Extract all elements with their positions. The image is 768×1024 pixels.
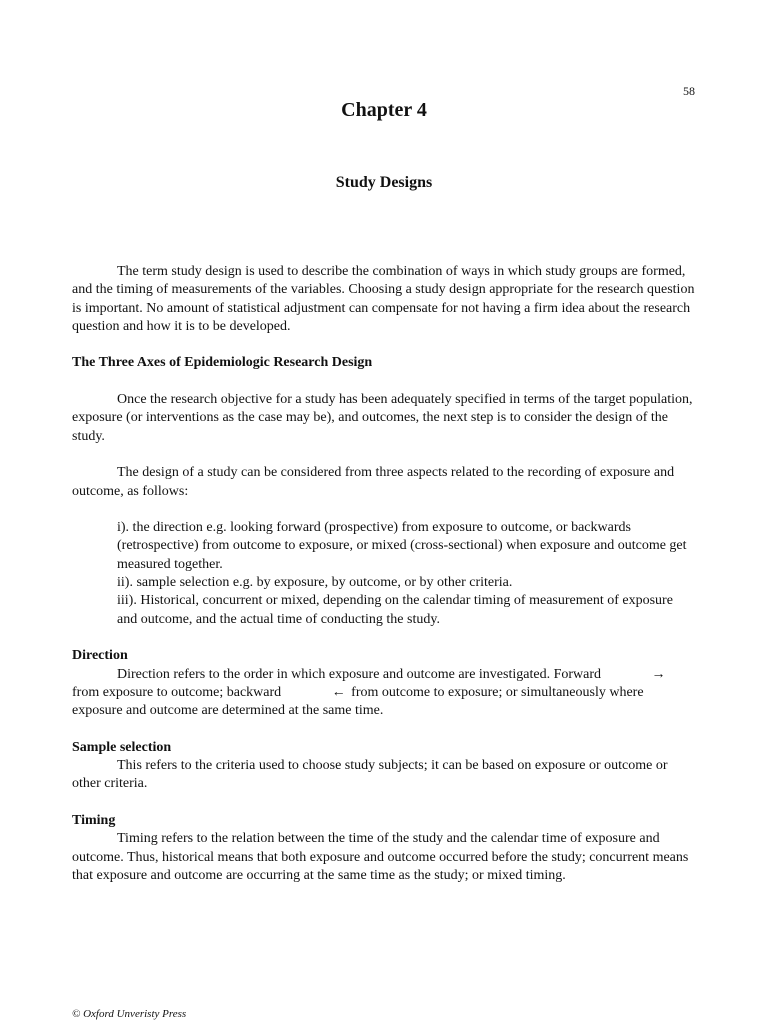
list-item-sample-selection: ii). sample selection e.g. by exposure, by outcome, or by other criteria. [117,575,513,591]
timing-paragraph: Timing refers to the relation between the time of the study and the calendar time of exposure and outcome. Thus, historical means that both exposure and outcome occurred before the study; concurrent means that exposure and outcome are occurring at the same time as the study; or mixed timing. [72,831,689,883]
aspects-list [72,519,696,629]
axes-paragraph-1: Once the research objective for a study has been adequately specified in terms of the target population, exposure (or interventions as the case may be), and outcomes, the next step is to consider the design of the study. [72,392,693,444]
direction-text-1: Direction refers to the order in which exposure and outcome are investigated. Forward [117,666,601,682]
sample-selection-paragraph: This refers to the criteria used to choose study subjects; it can be based on exposure or outcome or other criteria. [72,758,668,792]
intro-paragraph: The term study design is used to describe the combination of ways in which study groups are formed, and the timing of measurements of the variables. Choosing a study design appropriate for the research question is important. No amount of statistical adjustment can compensate for not having a firm idea about the research question and how it is to be developed. [72,264,695,334]
list-item-direction: i). the direction e.g. looking forward (prospective) from exposure to outcome, or backwards (retrospective) from outcome to exposure, or mixed (cross-sectional) when exposure and outcome get measured together. [117,520,687,572]
arrow-left-icon: ← [331,684,346,700]
direction-paragraph [72,666,696,721]
timing-heading: Timing [72,812,116,828]
sample-selection-heading: Sample selection [72,739,172,755]
axes-paragraph-2: The design of a study can be considered from three aspects related to the recording of exposure and outcome, as follows: [72,465,675,499]
chapter-title: Chapter 4 [341,99,427,121]
page-number: 58 [683,84,695,98]
direction-text-3: from outcome to exposure; or simultaneously where exposure and outcome are determined at the same time. [72,684,644,719]
section-title: Study Designs [335,174,433,191]
direction-heading: Direction [72,648,128,664]
axes-heading: The Three Axes of Epidemiologic Research Design [72,355,373,371]
arrow-right-icon: → [651,666,666,682]
copyright-footer: © Oxford Unveristy Press [72,1008,187,1020]
direction-text-2: from exposure to outcome; backward [72,684,282,700]
document-body [72,263,696,885]
list-item-timing: iii). Historical, concurrent or mixed, depending on the calendar timing of measurement of exposure and outcome, and the actual time of conducting the study. [117,593,673,627]
